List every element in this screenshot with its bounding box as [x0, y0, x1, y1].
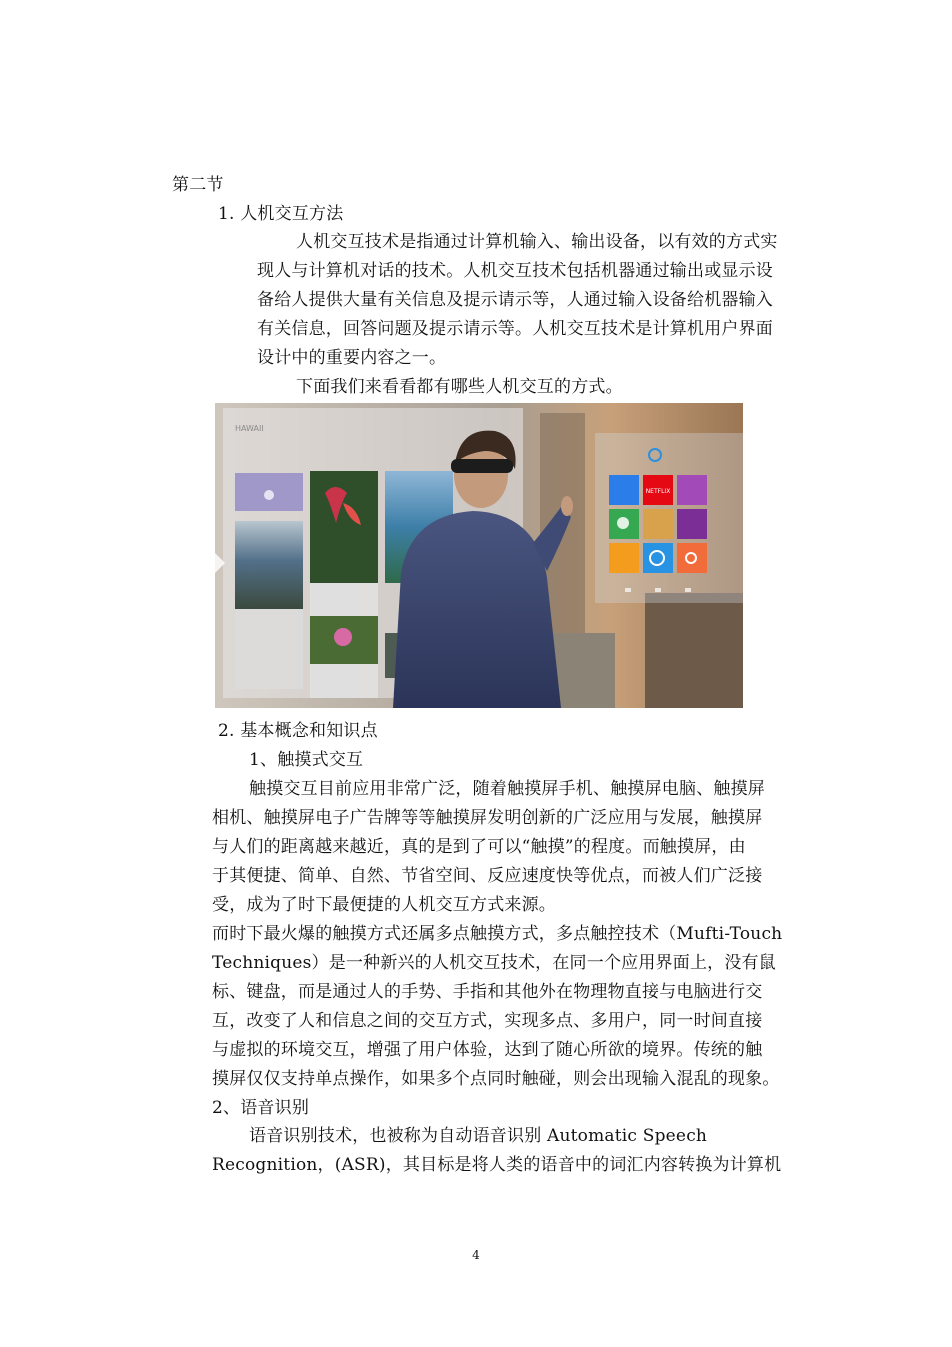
paragraph-line: 标、键盘，而是通过人的手势、手指和其他外在物理物直接与电脑进行交 — [212, 982, 763, 1002]
paragraph-line: 相机、触摸屏电子广告牌等等触摸屏发明创新的广泛应用与发展，触摸屏 — [212, 808, 763, 828]
heading-1: 1. 人机交互方法 — [218, 204, 344, 224]
section-title: 第二节 — [172, 175, 224, 195]
paragraph-2: 下面我们来看看都有哪些人机交互的方式。 — [296, 377, 623, 397]
paragraph-line: 与虚拟的环境交互，增强了用户体验，达到了随心所欲的境界。传统的触 — [212, 1040, 763, 1060]
paragraph-line: 互，改变了人和信息之间的交互方式，实现多点、多用户，同一时间直接 — [212, 1011, 763, 1031]
paragraph-line: 摸屏仅仅支持单点操作，如果多个点同时触碰，则会出现输入混乱的现象。 — [212, 1069, 780, 1089]
tile-netflix-label: NETFLIX — [645, 488, 671, 495]
paragraph-line: 人机交互技术是指通过计算机输入、输出设备，以有效的方式实 — [296, 232, 778, 252]
paragraph-line: 语音识别技术，也被称为自动语音识别 Automatic Speech — [249, 1126, 708, 1146]
panel-brand: HAWAII — [235, 424, 264, 433]
page-number: 4 — [472, 1248, 480, 1262]
paragraph-line: 与人们的距离越来越近，真的是到了可以“触摸”的程度。而触摸屏，由 — [212, 837, 746, 857]
paragraph-line: 受，成为了时下最便捷的人机交互方式来源。 — [212, 895, 556, 915]
heading-2: 2. 基本概念和知识点 — [218, 721, 378, 741]
paragraph-line: 而时下最火爆的触摸方式还属多点触摸方式，多点触控技术（Mufti-Touch — [212, 924, 783, 944]
subheading-touch: 1、触摸式交互 — [249, 750, 364, 770]
subheading-speech: 2、语音识别 — [212, 1098, 310, 1118]
paragraph-line: 触摸交互目前应用非常广泛，随着触摸屏手机、触摸屏电脑、触摸屏 — [249, 779, 765, 799]
hololens-photo — [215, 403, 743, 708]
paragraph-line: 于其便捷、简单、自然、节省空间、反应速度快等优点，而被人们广泛接 — [212, 866, 763, 886]
paragraph-line: 现人与计算机对话的技术。人机交互技术包括机器通过输出或显示设 — [257, 261, 773, 281]
paragraph-line: 有关信息，回答问题及提示请示等。人机交互技术是计算机用户界面 — [257, 319, 773, 339]
paragraph-line: 备给人提供大量有关信息及提示请示等，人通过输入设备给机器输入 — [257, 290, 773, 310]
paragraph-line: Recognition，(ASR)，其目标是将人类的语音中的词汇内容转换为计算机 — [212, 1155, 782, 1175]
paragraph-line: Techniques）是一种新兴的人机交互技术，在同一个应用界面上，没有鼠 — [212, 953, 776, 973]
paragraph-line: 设计中的重要内容之一。 — [257, 348, 447, 368]
